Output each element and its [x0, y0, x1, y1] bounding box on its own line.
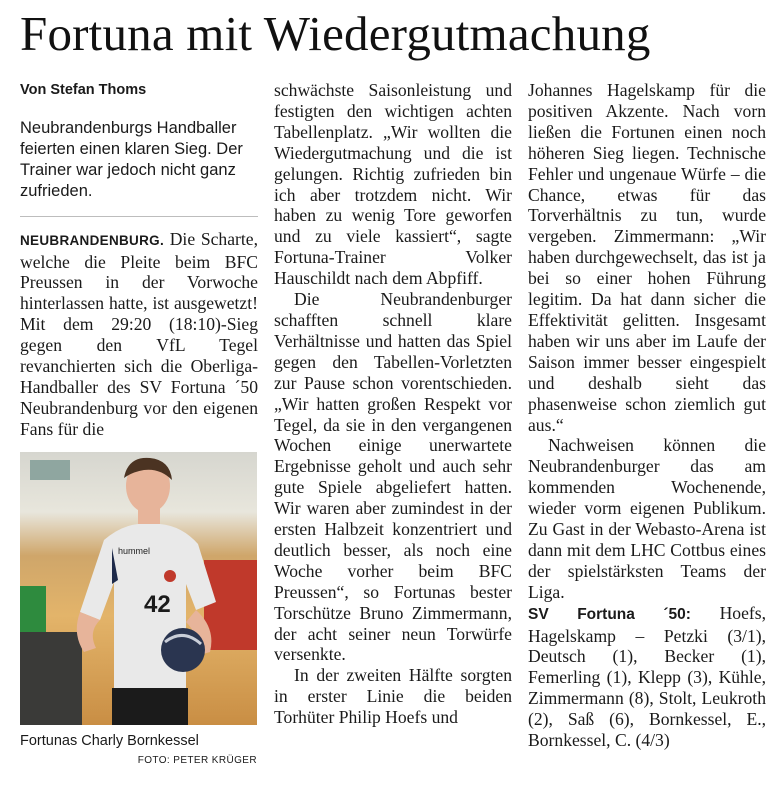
body-paragraph-1 [20, 229, 258, 472]
player-photo [20, 452, 257, 725]
jersey-brand: hummel [118, 546, 151, 556]
body-paragraph-3-continued: Johannes Hagelskamp für die positiven Akzente. Nach vorn ließen die Fortunen einen noch höheren Sieg liegen. Technische Fehler und ungenaue Würfe – die Chance, etwas für das Torverhältnis zu tun, wurde vergeben. Zimmermann: „Wir haben durchgewechselt, das ist ja bei so einer hohen Führung legitim. Da hat dann sicher die Effektivität gelitten. Insgesamt haben wir uns aber im Laufe der Saison immer besser eingespielt und deshalb sieht das phasenweise schon ziemlich gut aus.“ [528, 80, 766, 435]
teaser: Neubrandenburgs Handballer feierten einen klaren Sieg. Der Trainer war jedoch nicht ganz zufrieden. [20, 119, 243, 200]
byline: Von Stefan Thoms [20, 82, 147, 98]
lineup-text: Hoefs, Hagelskamp – Petzki (3/1), Deutsch (1), Becker (1), Femerling (1), Klepp (3), Kühle, Zimmermann (8), Stolt, Leukroth (2), Saß (6), Bornkessel, E., Bornkessel, C. (4/3) [528, 602, 766, 751]
column-3 [528, 80, 766, 751]
headline: Fortuna mit Wiedergutmachung [20, 6, 651, 61]
jersey-sponsor-logo [164, 570, 176, 582]
player-shorts [112, 688, 188, 725]
separator [20, 216, 258, 217]
body-paragraph-4: Nachweisen können die Neubrandenburger das am kommenden Wochenende, wieder vorm eigenen Publikum. Zu Gast in der Webasto-Arena ist dann mit dem LHC Cottbus eines der spielstärksten Teams der Liga. [528, 435, 766, 602]
column-2 [274, 80, 512, 728]
body-paragraph-2: Die Neubrandenburger schafften schnell klare Verhältnisse und hatten das Spiel gegen den Tabellen-Vorletzten zur Pause schon vorentschieden. „Wir hatten großen Respekt vor Tegel, da sie in den vergangenen Wochen einige unerwartete Ergebnisse geholt und auch sehr gute Spiele abgeliefert hatten. Wir waren aber zumindest in der ersten Halbzeit konzentriert und deutlich besser, als noch eine Woche vorher beim BFC Preussen“, so Fortunas bester Torschütze Bruno Zimmermann, der acht seiner neun Torwürfe versenkte. [274, 289, 512, 665]
body-text-part: Die Scharte, welche die Pleite beim BFC Preussen in der Vorwoche hinterlassen hatte, ist ausgewetzt! Mit dem 29:20 (18:10)-Sieg gegen den VfL Tegel revanchierten sich die Oberliga-Handballer des SV Fortuna ´50 Neubrandenburg vor den eigenen Fans für die [20, 228, 258, 439]
body-text-part: schwächste Saisonleistung und festigten den wichtigen achten Tabellenplatz. „Wir wollten die Wiedergutmachung und die ist gelungen. Richtig zufrieden bin ich aber trotzdem nicht. Wir haben zu wenig Tore geworfen und zu viele kassiert“, sagte Fortuna-Trainer Volker Hauschildt nach dem Abpfiff. [274, 80, 512, 289]
column-1 [20, 80, 258, 472]
photo-caption: Fortunas Charly Bornkessel [20, 733, 199, 749]
lineup-label: SV Fortuna ´50: [528, 605, 691, 623]
lineup [528, 603, 766, 751]
photo-credit: FOTO: PETER KRÜGER [137, 755, 257, 766]
body-paragraph-1-continued [274, 80, 512, 289]
player-figure [20, 452, 257, 725]
jersey-number: 42 [144, 591, 171, 618]
dateline: NEUBRANDENBURG. [20, 232, 165, 248]
body-paragraph-3: In der zweiten Hälfte sorgten in erster Linie die beiden Torhüter Philip Hoefs und [274, 665, 512, 728]
